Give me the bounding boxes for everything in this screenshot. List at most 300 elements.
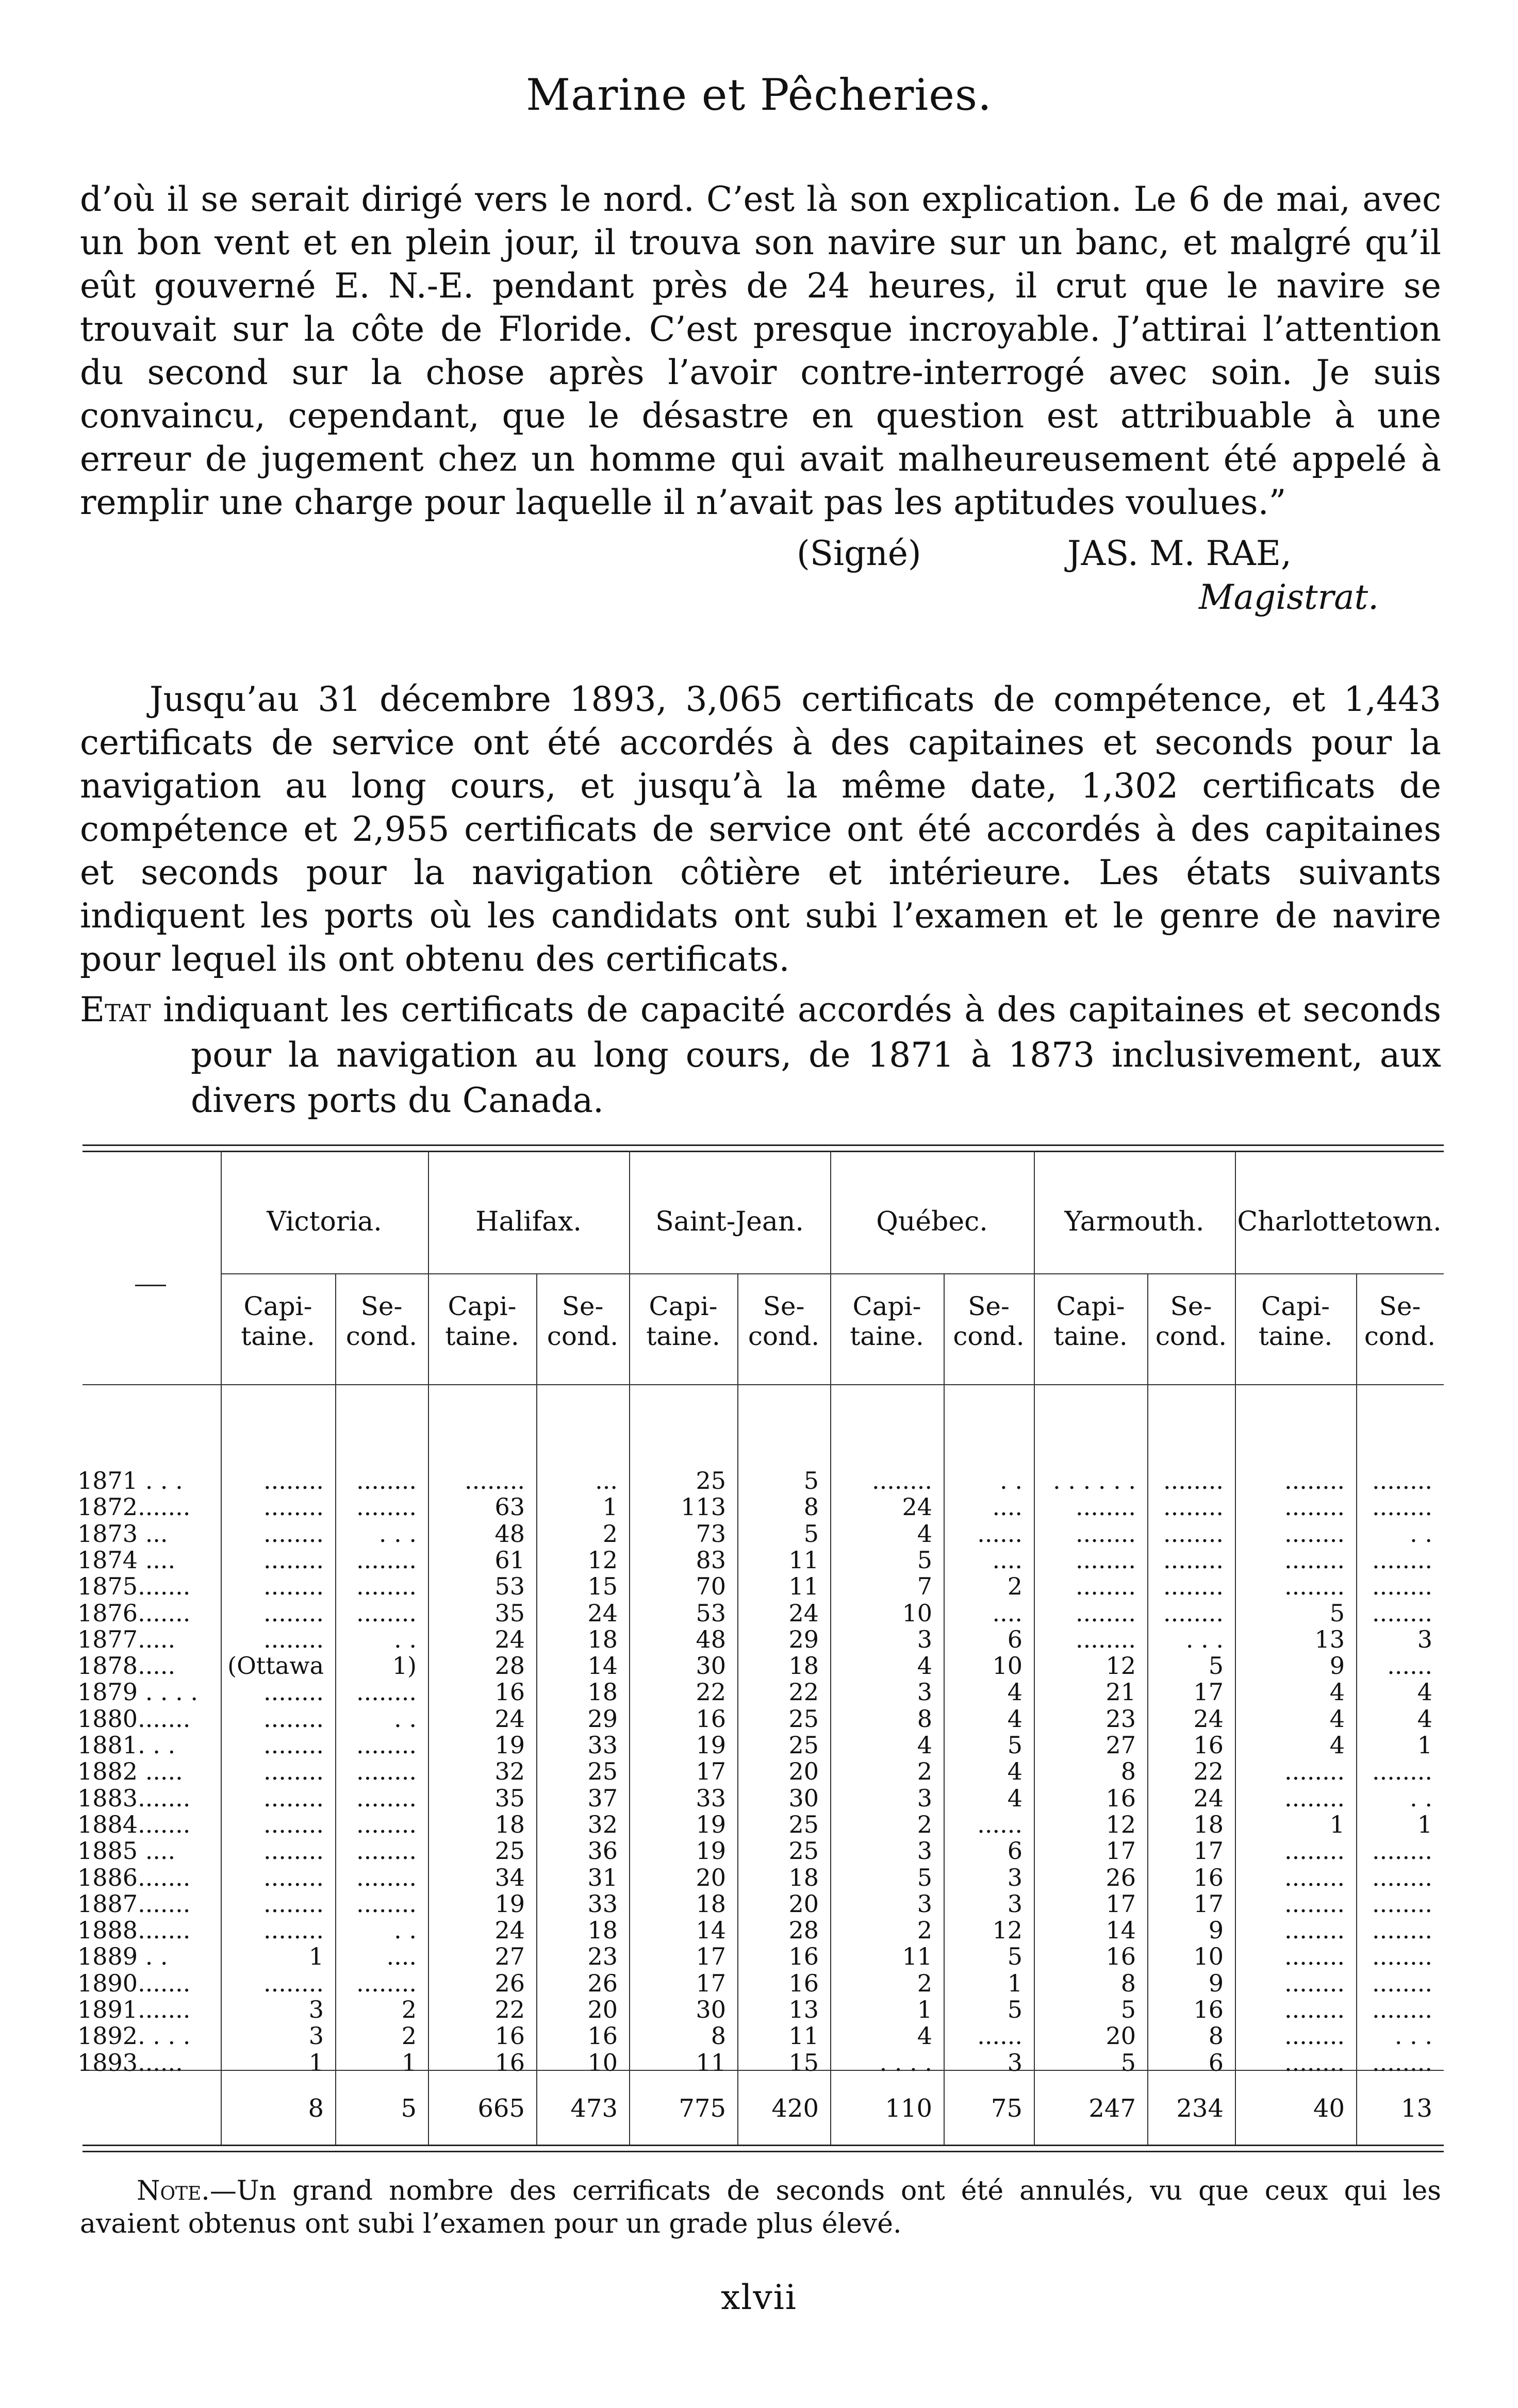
row-year: 1891....... [77,1996,191,2023]
table-cell: 63 [494,1493,525,1521]
table-cell: 3 [917,1889,932,1918]
table-cell: ........ [263,1493,324,1521]
table-cell: ........ [263,1863,324,1891]
etat-lead: Etat [80,990,151,1029]
table-cell: ........ [356,1757,417,1786]
table-cell: . . [1410,1519,1432,1548]
table-cell: 4 [1417,1704,1432,1733]
row-year: 1888....... [77,1916,191,1945]
table-cell: 12 [992,1916,1022,1945]
table-cell: 5 [1007,1942,1022,1971]
table-cell: ........ [1372,1599,1432,1627]
table-cell: ........ [1372,1572,1432,1601]
port-header: Halifax. [475,1206,582,1237]
row-year: 1876....... [77,1599,191,1627]
table-cell: 22 [494,1996,525,2023]
table-cell: 36 [587,1837,618,1865]
port-header: Yarmouth. [1064,1206,1204,1237]
row-year: 1878..... [77,1652,176,1680]
table-cell: . . . [378,1519,417,1548]
table-cell: 2 [917,1969,932,1997]
table-cell: 18 [788,1652,819,1680]
table-cell: 3 [1007,1889,1022,1918]
table-cell: ........ [263,1916,324,1945]
table-cell: ........ [1372,1996,1432,2023]
table-cell: 25 [494,1837,525,1865]
table-cell: ........ [263,1810,324,1838]
table-cell: ........ [356,1810,417,1838]
table-cell: ........ [1076,1625,1136,1653]
table-cell: ........ [1372,1837,1432,1865]
table-cell: 17 [1193,1837,1224,1865]
table-cell: ........ [1284,1942,1345,1971]
table-top-rule [82,1144,1444,1146]
table-cell: . . . [1185,1625,1224,1653]
table-cell: ........ [1372,2048,1432,2077]
table-cell: ........ [263,1889,324,1918]
table-cell: ........ [1372,1467,1432,1494]
table-cell: 12 [587,1546,618,1574]
table-cell: 25 [788,1837,819,1865]
column-total: 665 [477,2094,525,2123]
table-cell: ........ [1284,1916,1345,1945]
table-cell: 4 [1007,1757,1022,1786]
table-cell: ........ [356,1863,417,1891]
table-cell: 24 [494,1625,525,1653]
paragraph-certificates: Jusqu’au 31 décembre 1893, 3,065 certificats de compétence, et 1,443 certificats de service ont été accordés à des capitaines et seconds pour la navigation au long cours, et jusqu’à la même date, 1,302 certificats de compétence et 2,955 certificats de service ont été accordés à des capitaines et seconds pour la navigation côtière et intérieure. Les états suivants indiquent les ports où les candidats ont subi l’examen et le genre de navire pour lequel ils ont obtenu des certificats. [80,679,1441,979]
table-cell: .... [992,1599,1022,1627]
table-cell: 10 [587,2048,618,2077]
table-cell: 11 [788,1546,819,1574]
table-cell: 25 [788,1810,819,1838]
table-cell: ........ [1284,1969,1345,1997]
table-cell: ........ [263,1757,324,1786]
table-cell: 8 [1208,2022,1224,2050]
table-cell: . . [1410,1784,1432,1812]
table-cell: .... [386,1942,417,1971]
row-year: 1892. . . . [77,2022,191,2050]
table-cell: ...... [1387,1652,1432,1680]
table-cell: ........ [1284,1519,1345,1548]
table-cell: 3 [308,2022,324,2050]
table-cell: 25 [696,1467,726,1494]
table-cell: 5 [1007,1731,1022,1759]
table-cell: 3 [917,1678,932,1706]
table-cell: 18 [1193,1810,1224,1838]
table-cell: 1 [1329,1810,1345,1838]
table-cell: 22 [1193,1757,1224,1786]
table-cell: 1 [1007,1969,1022,1997]
port-header: Saint-Jean. [655,1206,804,1237]
table-cell: 6 [1007,1625,1022,1653]
table-cell: 26 [494,1969,525,1997]
table-cell: 20 [587,1996,618,2023]
table-cell: 20 [788,1889,819,1918]
table-cell: 18 [696,1889,726,1918]
row-year: 1877..... [77,1625,176,1653]
table-cell: . . . [1394,2022,1432,2050]
table-cell: 4 [917,1519,932,1548]
table-cell: 8 [1120,1757,1136,1786]
table-cell: ........ [1076,1519,1136,1548]
table-cell: ........ [1372,1942,1432,1971]
table-cell: 14 [1106,1916,1136,1945]
table-cell: ........ [356,1784,417,1812]
table-cell: ........ [1163,1467,1224,1494]
table-cell: ........ [356,1889,417,1918]
table-cell: ........ [1372,1863,1432,1891]
table-cell: 31 [587,1863,618,1891]
table-cell: 19 [696,1810,726,1838]
table-cell: 19 [494,1889,525,1918]
subhead-second: Se- cond. [748,1291,820,1351]
table-cell: ........ [1076,1493,1136,1521]
row-year: 1882 ..... [77,1757,183,1786]
table-cell: 15 [587,1572,618,1601]
table-cell: 53 [494,1572,525,1601]
table-cell: . . [394,1916,417,1945]
row-year: 1884....... [77,1810,191,1838]
subhead-second: Se- cond. [345,1291,418,1351]
table-cell: 13 [1314,1625,1345,1653]
subhead-second: Se- cond. [1155,1291,1227,1351]
table-cell: 1) [392,1652,417,1680]
table-cell: 3 [917,1784,932,1812]
table-cell: 21 [1106,1678,1136,1706]
table-cell: . . [394,1704,417,1733]
table-cell: 37 [587,1784,618,1812]
table-cell: ........ [1163,1493,1224,1521]
table-cell: 20 [1106,2022,1136,2050]
row-year: 1875....... [77,1572,191,1601]
row-year: 1893...... [77,2048,183,2077]
table-cell: 5 [917,1863,932,1891]
table-cell: 4 [1417,1678,1432,1706]
column-total: 775 [679,2094,726,2123]
table-cell: ........ [1284,2048,1345,2077]
table-cell: 24 [494,1916,525,1945]
table-cell: 2 [917,1916,932,1945]
table-cell: 3 [917,1837,932,1865]
column-total: 247 [1088,2094,1136,2123]
table-cell: 33 [696,1784,726,1812]
table-cell: 16 [1106,1942,1136,1971]
table-cell: 4 [1007,1784,1022,1812]
table-cell: ........ [1284,1572,1345,1601]
table-cell: 23 [1106,1704,1136,1733]
column-total: 234 [1176,2094,1224,2123]
table-cell: 4 [1329,1678,1345,1706]
table-cell: 16 [1193,1863,1224,1891]
signature-title: Magistrat. [1199,577,1379,617]
subhead-capitaine: Capi- taine. [850,1291,924,1351]
table-cell: ........ [1163,1519,1224,1548]
table-cell: 33 [587,1731,618,1759]
table-cell: 16 [587,2022,618,2050]
table-cell: 15 [788,2048,819,2077]
table-cell: 48 [494,1519,525,1548]
table-cell: 2 [401,2022,417,2050]
table-cell: ........ [263,1467,324,1494]
table-cell: ........ [1372,1916,1432,1945]
table-cell: ........ [356,1678,417,1706]
table-cell: 16 [494,1678,525,1706]
table-cell: 14 [587,1652,618,1680]
table-cell: 10 [902,1599,932,1627]
table-cell: ........ [1284,1546,1345,1574]
table-cell: ........ [263,1546,324,1574]
header-divider [221,1273,1444,1274]
table-cell: 6 [1007,1837,1022,1865]
table-cell: 11 [696,2048,726,2077]
table-cell: ........ [356,1467,417,1494]
table-cell: ........ [1284,1863,1345,1891]
table-cell: 61 [494,1546,525,1574]
table-cell: . . [394,1625,417,1653]
row-year: 1879 . . . . [77,1678,199,1706]
table-cell: 24 [494,1704,525,1733]
table-cell: 11 [788,1572,819,1601]
table-cell: 29 [788,1625,819,1653]
table-cell: ........ [356,1546,417,1574]
table-cell: 23 [587,1942,618,1971]
table-cell: 17 [1193,1889,1224,1918]
table-top-rule-2 [82,1151,1444,1152]
table-cell: ........ [1284,1889,1345,1918]
table-cell: 10 [992,1652,1022,1680]
table-cell: 8 [711,2022,726,2050]
table-cell: ........ [1284,1467,1345,1494]
table-cell: 30 [788,1784,819,1812]
table-cell: 5 [803,1467,819,1494]
subhead-capitaine: Capi- taine. [241,1291,315,1351]
table-cell: ........ [1163,1546,1224,1574]
table-cell: .... [992,1546,1022,1574]
table-cell: ... [595,1467,618,1494]
table-cell: ........ [263,1784,324,1812]
table-cell: 3 [917,1625,932,1653]
table-cell: ...... [977,1810,1022,1838]
table-cell: 17 [1106,1837,1136,1865]
table-cell: 17 [696,1757,726,1786]
table-cell: 4 [1329,1731,1345,1759]
table-cell: 19 [494,1731,525,1759]
table-cell: 32 [494,1757,525,1786]
table-cell: 30 [696,1652,726,1680]
table-cell: 14 [696,1916,726,1945]
table-cell: 73 [696,1519,726,1548]
table-cell: ........ [1163,1599,1224,1627]
table-cell: 10 [1193,1942,1224,1971]
table-cell: 25 [788,1704,819,1733]
table-cell: ........ [1076,1572,1136,1601]
table-cell: 2 [917,1810,932,1838]
table-cell: ........ [1372,1493,1432,1521]
row-year: 1880....... [77,1704,191,1733]
table-cell: 5 [1329,1599,1345,1627]
table-cell: 5 [1120,1996,1136,2023]
column-total: 420 [771,2094,819,2123]
table-cell: 26 [1106,1863,1136,1891]
table-cell: . . [1000,1467,1022,1494]
table-cell: 3 [1417,1625,1432,1653]
table-cell: 16 [788,1969,819,1997]
table-cell: 8 [917,1704,932,1733]
table-cell: 1 [308,2048,324,2077]
table-cell: 16 [1106,1784,1136,1812]
subhead-capitaine: Capi- taine. [646,1291,720,1351]
table-cell: ........ [1372,1889,1432,1918]
table-cell: ........ [1284,1784,1345,1812]
table-cell: 53 [696,1599,726,1627]
table-cell: 19 [696,1731,726,1759]
table-cell: 35 [494,1784,525,1812]
table-cell: 8 [803,1493,819,1521]
column-total: 5 [401,2094,417,2123]
table-cell: ........ [1284,1996,1345,2023]
table-cell: 32 [587,1810,618,1838]
corner-dash [135,1285,166,1286]
subhead-second: Se- cond. [953,1291,1025,1351]
table-cell: 2 [917,1757,932,1786]
table-cell: 25 [788,1731,819,1759]
table-cell: 5 [803,1519,819,1548]
header-bottom-rule [82,1384,1444,1385]
subhead-second: Se- cond. [547,1291,619,1351]
table-cell: ...... [977,2022,1022,2050]
table-cell: 24 [1193,1784,1224,1812]
table-cell: 4 [1007,1704,1022,1733]
table-cell: 33 [587,1889,618,1918]
table-cell: 34 [494,1863,525,1891]
table-cell: 30 [696,1996,726,2023]
paragraph-continuation: d’où il se serait dirigé vers le nord. C’est là son explication. Le 6 de mai, avec un bon vent et en plein jour, il trouva son navire sur un banc, et malgré qu’il eût gouverné E. N.-E. pendant près de 24 heures, il crut que le navire se trouvait sur la côte de Floride. C’est presque incroyable. J’attirai l’attention du second sur la chose après l’avoir contre-interrogé avec soin. Je suis convaincu, cependant, que le désastre en question est attribuable à une erreur de jugement chez un homme qui avait malheureusement été appelé à remplir une charge pour laquelle il n’avait pas les aptitudes voulues.” [80,179,1441,522]
table-cell: 24 [788,1599,819,1627]
table-cell: ........ [1284,1837,1345,1865]
subhead-capitaine: Capi- taine. [445,1291,519,1351]
running-head: Marine et Pêcheries. [526,70,992,120]
table-cell: 24 [587,1599,618,1627]
table-cell: 5 [1007,1996,1022,2023]
table-cell: 16 [788,1942,819,1971]
table-cell: 1 [401,2048,417,2077]
table-cell: 5 [1120,2048,1136,2077]
table-cell: . . . . . . [1053,1467,1136,1494]
table-cell: 16 [696,1704,726,1733]
table-cell: 25 [587,1757,618,1786]
table-cell: 4 [1329,1704,1345,1733]
table-cell: 27 [494,1942,525,1971]
table-cell: 113 [681,1493,726,1521]
row-year: 1872....... [77,1493,191,1521]
column-total: 8 [308,2094,324,2123]
table-cell: 1 [917,1996,932,2023]
table-cell: ........ [1076,1546,1136,1574]
column-total: 110 [885,2094,932,2123]
etat-heading [80,987,1441,1123]
table-cell: 18 [587,1625,618,1653]
table-cell: ........ [263,1678,324,1706]
table-cell: ........ [263,1599,324,1627]
table-cell: 70 [696,1572,726,1601]
row-year: 1874 .... [77,1546,176,1574]
table-cell: 20 [696,1863,726,1891]
table-cell: 4 [917,2022,932,2050]
table-cell: 9 [1208,1969,1224,1997]
subhead-second: Se- cond. [1364,1291,1436,1351]
table-cell: ........ [263,1731,324,1759]
table-cell: 18 [587,1916,618,1945]
table-cell: ........ [872,1467,932,1494]
table-cell: 35 [494,1599,525,1627]
table-cell: 24 [1193,1704,1224,1733]
table-cell: 12 [1106,1652,1136,1680]
table-cell: ........ [263,1572,324,1601]
column-total: 75 [991,2094,1022,2123]
table-cell: 6 [1208,2048,1224,2077]
table-cell: ........ [263,1704,324,1733]
table-cell: ........ [356,1572,417,1601]
table-cell: ...... [977,1519,1022,1548]
table-bottom-rule [82,2145,1444,2146]
signature-label: (Signé) [797,534,921,573]
table-cell: 2 [1007,1572,1022,1601]
note-text: —Un grand nombre des cerrificats de seconds ont été annulés, vu que ceux qui les avaient obtenus ont subi l’examen pour un grade plus élevé. [80,2175,1441,2239]
table-cell: . . . . [879,2048,932,2077]
table-cell: 3 [1007,1863,1022,1891]
table-cell: 5 [1208,1652,1224,1680]
port-header: Québec. [876,1206,988,1237]
table-cell: ........ [1284,2022,1345,2050]
table-cell: 18 [587,1678,618,1706]
table-cell: 13 [788,1996,819,2023]
column-total: 473 [570,2094,618,2123]
row-year: 1885 .... [77,1837,176,1865]
table-cell: 27 [1106,1731,1136,1759]
table-cell: 22 [788,1678,819,1706]
table-cell: 26 [587,1969,618,1997]
table-cell: .... [992,1493,1022,1521]
table-cell: 11 [788,2022,819,2050]
table-cell: ........ [356,1731,417,1759]
row-year: 1883....... [77,1784,191,1812]
table-cell: 11 [902,1942,932,1971]
table-cell: 3 [308,1996,324,2023]
table-cell: 7 [917,1572,932,1601]
table-cell: ........ [263,1837,324,1865]
table-cell: ........ [356,1599,417,1627]
table-cell: 4 [917,1731,932,1759]
table-cell: 1 [1417,1810,1432,1838]
table-cell: ........ [1372,1757,1432,1786]
column-total: 13 [1400,2094,1432,2123]
table-cell: 17 [696,1969,726,1997]
table-cell: 19 [696,1837,726,1865]
table-cell: 22 [696,1678,726,1706]
table-cell: ........ [356,1837,417,1865]
table-cell: 1 [1417,1731,1432,1759]
port-header: Victoria. [267,1206,382,1237]
table-cell: ........ [263,1969,324,1997]
table-bottom-rule-2 [82,2151,1444,2152]
row-year: 1881. . . [77,1731,176,1759]
table-cell: ........ [1163,1572,1224,1601]
row-year: 1886....... [77,1863,191,1891]
column-total: 40 [1313,2094,1345,2123]
table-cell: 1 [308,1942,324,1971]
table-cell: 18 [494,1810,525,1838]
table-cell: ........ [1372,1546,1432,1574]
